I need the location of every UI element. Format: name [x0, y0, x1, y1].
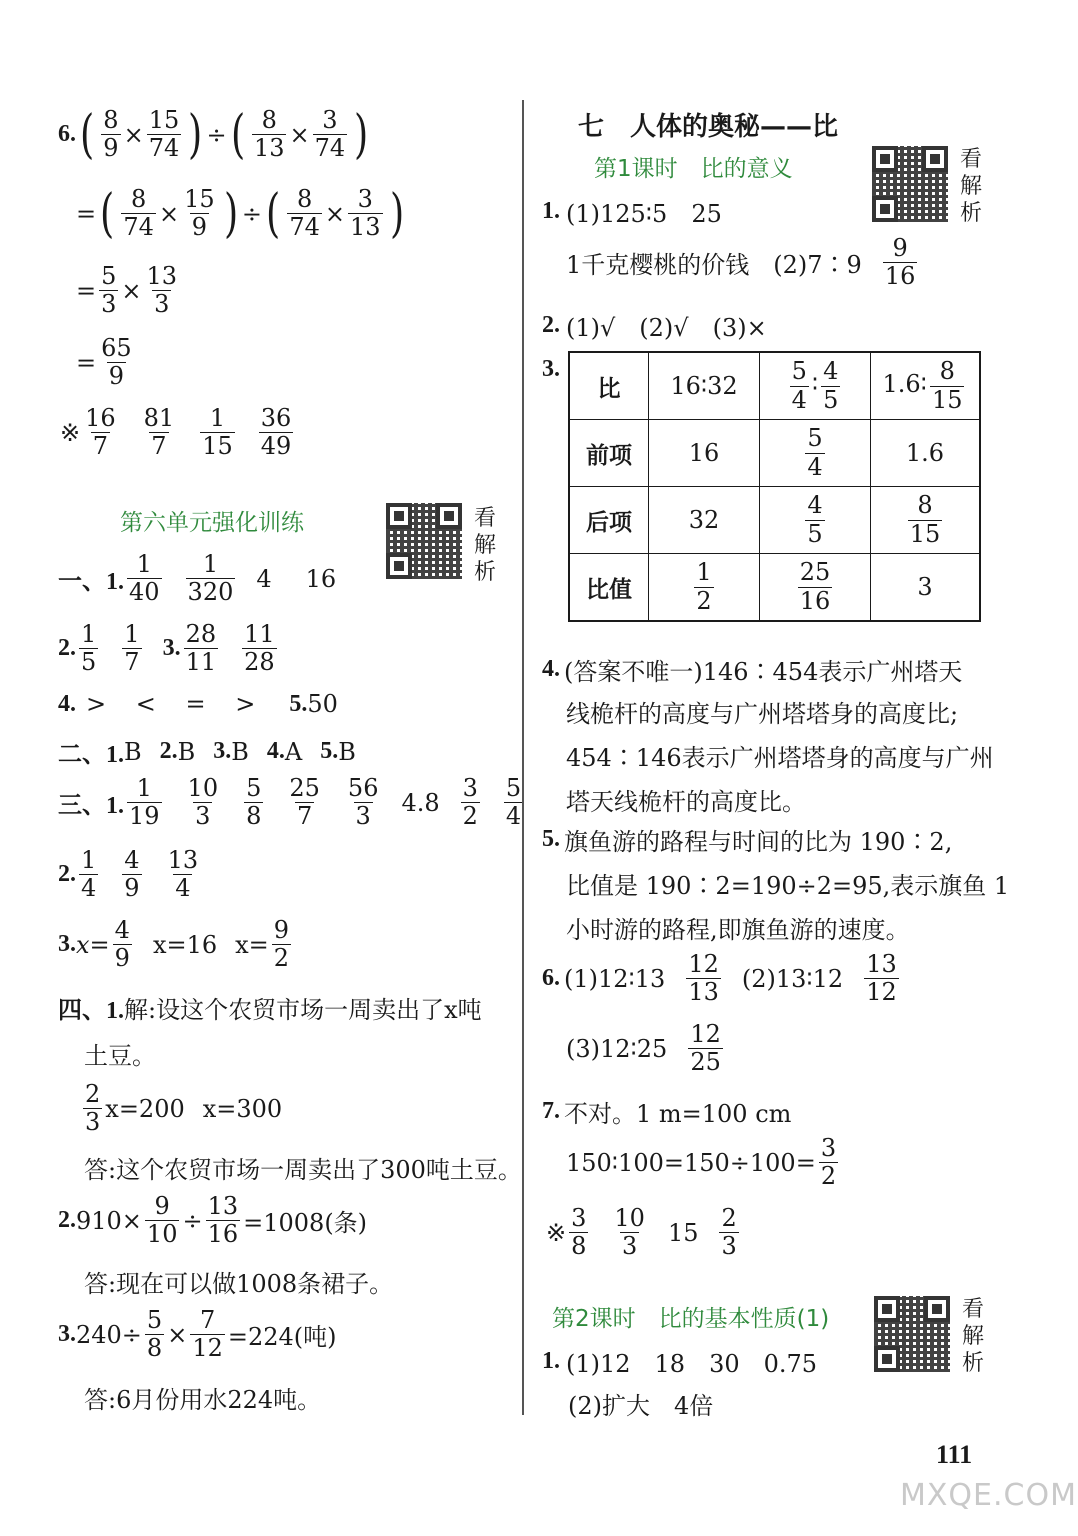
l1-extra-answers: ※ 3 8 10 3 15 2 3: [546, 1204, 737, 1261]
s4-q1-equation: 2 3 x=200 x=300: [85, 1080, 283, 1137]
fraction: 56 3: [347, 774, 379, 831]
fraction: 1 7: [124, 620, 140, 677]
s4-q1-line2: 土豆。: [84, 1042, 156, 1070]
fraction: $\frac{3}{74}$: [314, 106, 346, 163]
l1-q5-line1: 5. 旗鱼游的路程与时间的比为 190∶2,: [542, 826, 953, 856]
l1-q5-line2: 比值是 190∶2=190÷2=95,表示旗鱼 1: [566, 872, 1010, 900]
watermark: MXQE.COM: [900, 1478, 1077, 1513]
qr-code-icon[interactable]: [872, 146, 948, 222]
fraction: $\frac{15}{74}$: [148, 106, 180, 163]
fraction: $\frac{13}{3}$: [146, 262, 178, 319]
view-analysis-label[interactable]: 看 解 析: [961, 1297, 984, 1376]
fraction: 1 15: [202, 404, 233, 461]
l1-q6-line2: (3)12∶25 12 25: [566, 1020, 721, 1077]
q6-line2: = ( $\frac{8}{74}$ × $\frac{15}{9}$ ) ÷ ( $\frac{8}{74}$ × $\frac{3}{13}$ ): [76, 183, 404, 244]
column-divider: [522, 100, 524, 1415]
fraction: $\frac{3}{2}$: [820, 1134, 837, 1191]
s3-q3: 3. x= $\frac{4}{9}$ x=16 x= $\frac{9}{2}$: [58, 916, 290, 973]
s1-q4-q5: 4. > < = > 5. 50: [58, 690, 338, 718]
fraction: 3 8: [571, 1204, 587, 1261]
fraction: 12 25: [690, 1020, 721, 1077]
fraction: 36 49: [260, 404, 292, 461]
table-row: 比值 $\frac{1}{2}$ $\frac{25}{16}$ 3: [569, 554, 980, 622]
s4-q2-answer: 答:现在可以做1008条裙子。: [84, 1270, 394, 1298]
q6-line3: = $\frac{5}{3}$ × $\frac{13}{3}$: [76, 262, 178, 319]
q6-number: 6.: [58, 121, 76, 148]
fraction: 10 3: [614, 1204, 645, 1261]
fraction: 28 11: [185, 620, 217, 677]
l1-q4-line3: 454∶146表示广州塔塔身的高度与广州: [566, 744, 994, 772]
fraction: 1 320: [187, 550, 234, 607]
fraction: 13 4: [167, 846, 199, 903]
table-row: 前项 16 $\frac{5}{4}$ 1.6: [569, 420, 980, 487]
fraction: $\frac{5}{3}$: [101, 262, 117, 319]
page-number: 111: [936, 1440, 973, 1469]
fraction: $\frac{5}{8}$: [146, 1306, 163, 1363]
fraction: 1 4: [81, 846, 97, 903]
l1-q4-line2: 线桅杆的高度与广州塔塔身的高度比;: [566, 700, 959, 728]
l1-q1-line1: 1. (1)125∶5 25: [542, 198, 722, 228]
l1-q5-line3: 小时游的路程,即旗鱼游的速度。: [566, 916, 910, 944]
l1-q7-line1: 7. 不对。1 m=100 cm: [542, 1098, 792, 1128]
fraction: 4 9: [124, 846, 140, 903]
l1-q2: 2. (1)√ (2)√ (3)×: [542, 312, 767, 342]
table-row: 后项 32 $\frac{4}{5}$ $\frac{8}{15}$: [569, 487, 980, 554]
s1-q1: 一、1. 1 40 1 320 4 16: [58, 550, 337, 607]
fraction: 5 8: [246, 774, 262, 831]
l1-q7-line2: 150∶100=150÷100= $\frac{3}{2}$: [566, 1134, 837, 1191]
ratio-table: [568, 351, 981, 622]
s4-q1-answer: 答:这个农贸市场一周卖出了300吨土豆。: [84, 1156, 522, 1184]
fraction: 1 19: [129, 774, 160, 831]
unit6-title: 第六单元强化训练: [120, 510, 304, 536]
q6-extra-answers: ※ 16 7 81 7 1 15 36 49: [60, 404, 292, 461]
fraction: 12 13: [688, 950, 719, 1007]
fraction: 13 12: [866, 950, 897, 1007]
fraction: $\frac{15}{9}$: [184, 185, 215, 242]
fraction: $\frac{8}{9}$: [103, 106, 119, 163]
l1-q3-label: 3.: [542, 356, 560, 382]
l1-q6-line1: 6. (1)12∶13 12 13 (2)13∶12 13 12: [542, 950, 897, 1007]
fraction: $\frac{3}{13}$: [349, 185, 381, 242]
fraction: 25 7: [289, 774, 320, 831]
fraction: $\frac{8}{13}$: [253, 106, 285, 163]
fraction: $\frac{4}{9}$: [114, 916, 130, 973]
s1-q2-q3: 2. 1 5 1 7 3. 28 11 11 28: [58, 620, 275, 677]
fraction: 16 7: [85, 404, 116, 461]
chapter-title: 七 人体的奥秘——比: [578, 112, 839, 142]
lesson1-title: 第1课时 比的意义: [594, 156, 793, 182]
s4-q3-answer: 答:6月份用水224吨。: [84, 1386, 322, 1414]
fraction: 81 7: [143, 404, 175, 461]
s4-q2: 2. 910× $\frac{9}{10}$ ÷ $\frac{13}{16}$ =1008(条): [58, 1192, 368, 1249]
fraction: 11 28: [244, 620, 275, 677]
fraction: $\frac{7}{12}$: [192, 1306, 223, 1363]
s4-q3: 3. 240÷ $\frac{5}{8}$ × $\frac{7}{12}$ =224(吨): [58, 1306, 337, 1363]
l2-q1-line1: 1. (1)12 18 30 0.75: [542, 1348, 818, 1378]
fraction: 2 3: [721, 1204, 737, 1261]
lesson2-title: 第2课时 比的基本性质(1): [552, 1306, 830, 1332]
fraction: $\frac{9}{2}$: [273, 916, 290, 973]
q6-line4: = $\frac{65}{9}$: [76, 334, 132, 391]
fraction: 9 16: [884, 234, 916, 291]
fraction: 10 3: [187, 774, 219, 831]
table-row: 比 16∶32 $\frac{5}{4}$ ∶ $\frac{4}{5}$ 1.6∶ $\frac{8}{15}$: [569, 352, 980, 420]
fraction: $\frac{13}{16}$: [207, 1192, 239, 1249]
s3-q2: 2. 1 4 4 9 13 4: [58, 846, 199, 903]
view-analysis-label[interactable]: 看 解 析: [473, 506, 496, 585]
fraction: 3 2: [462, 774, 478, 831]
l1-q1-line2: 1千克樱桃的价钱 (2)7∶9 9 16: [566, 234, 916, 291]
fraction: $\frac{8}{74}$: [289, 185, 320, 242]
s2-answers: 二、1. B 2. B 3. B 4. A 5. B: [58, 737, 356, 768]
fraction: $\frac{65}{9}$: [101, 334, 132, 391]
fraction: 5 4: [505, 774, 522, 831]
view-analysis-label[interactable]: 看 解 析: [959, 147, 982, 226]
l1-q4-line4: 塔天线桅杆的高度比。: [566, 788, 806, 816]
q6-line1: 6. ( $\frac{8}{9}$ × $\frac{15}{74}$ ) ÷ ( $\frac{8}{13}$ × $\frac{3}{74}$ ): [58, 104, 369, 165]
s4-q1-line1: 四、1. 解:设这个农贸市场一周卖出了x吨: [58, 996, 482, 1024]
fraction: 1 5: [81, 620, 97, 677]
qr-code-icon[interactable]: [386, 503, 462, 579]
fraction: $\frac{8}{74}$: [123, 185, 154, 242]
fraction: 1 40: [129, 550, 160, 607]
l1-q4-line1: 4. (答案不唯一)146∶454表示广州塔天: [542, 656, 963, 686]
s3-q1: 三、1. 1 19 10 3 5 8 25 7 56 3 4.8 3 2 5 4: [58, 774, 522, 831]
fraction: $\frac{9}{10}$: [146, 1192, 178, 1249]
qr-code-icon[interactable]: [874, 1296, 950, 1372]
l2-q1-line2: (2)扩大 4倍: [568, 1392, 714, 1420]
fraction: 2 3: [85, 1080, 101, 1137]
